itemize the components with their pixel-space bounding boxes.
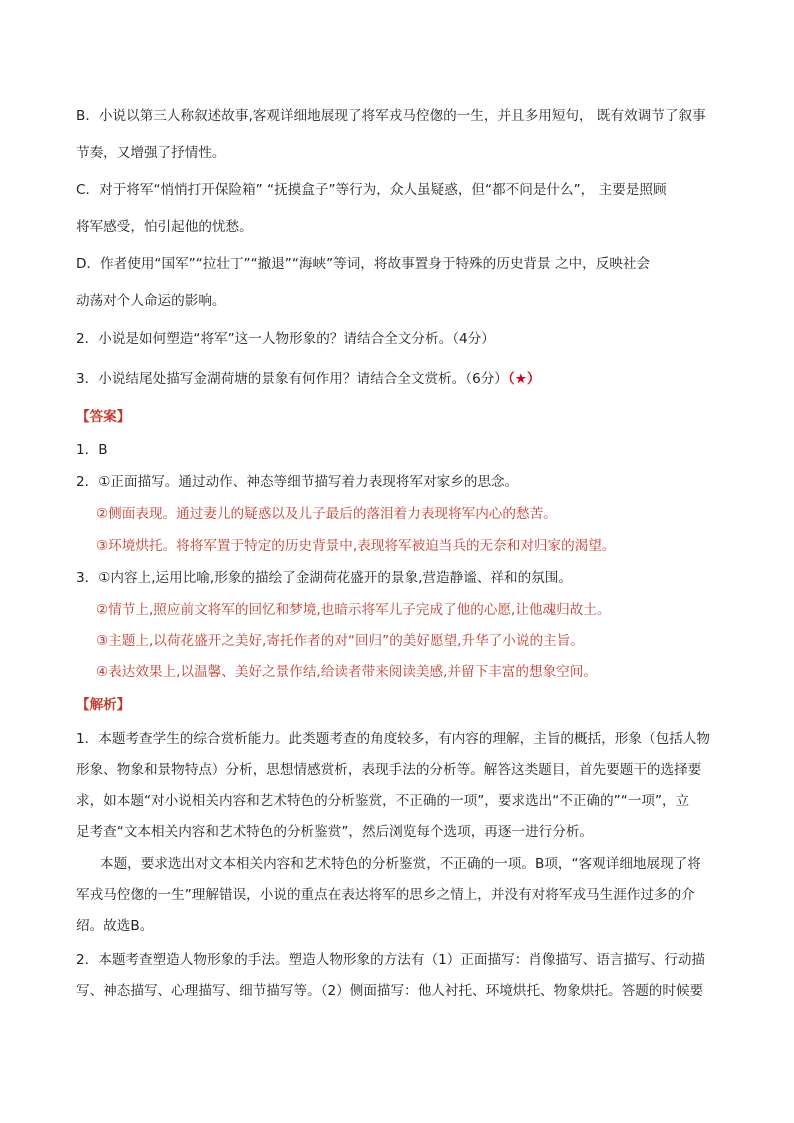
question-2: 2．小说是如何塑造“将军”这一人物形象的？请结合全文分析。（4分） (76, 331, 495, 347)
option-d-line1: D．作者使用“国军”“拉壮丁”“撤退”“海峡”等词，将故事置身于特殊的历史背景 之中，反映社会 (76, 256, 651, 272)
answer-3-item2: ②情节上,照应前文将军的回忆和梦境,也暗示将军儿子完成了他的心愿,让他魂归故土。 (96, 602, 611, 618)
answer-2-item1: 2．①正面描写。通过动作、神态等细节描写着力表现将军对家乡的思念。 (76, 474, 519, 490)
analysis-p3-line1: 2．本题考查塑造人物形象的手法。塑造人物形象的方法有（1）正面描写：肖像描写、语言描写、行动描 (76, 952, 706, 968)
answer-1: 1．B (76, 442, 108, 458)
answer-3-item3: ③主题上,以荷花盛开之美好,寄托作者的对“回归”的美好愿望,升华了小说的主旨。 (96, 633, 584, 649)
analysis-p1-line2: 形象、物象和景物特点）分析，思想情感赏析，表现手法的分析等。解答这类题目，首先要题干的选择要 (76, 762, 702, 778)
analysis-header: 【解析】 (76, 697, 131, 713)
question-3 (76, 369, 734, 389)
analysis-p2-line3: 绍。故选B。 (76, 918, 154, 934)
option-b-line2: 节奏，又增强了抒情性。 (76, 145, 226, 161)
answer-header: 【答案】 (76, 409, 131, 425)
analysis-p3-line2: 写、神态描写、心理描写、细节描写等。（2）侧面描写：他人衬托、环境烘托、物象烘托。答题的时候要 (76, 983, 704, 999)
answer-3-item1: 3．①内容上,运用比喻,形象的描绘了金湖荷花盛开的景象,营造静谧、祥和的氛围。 (76, 570, 572, 586)
analysis-p1-line1: 1．本题考查学生的综合赏析能力。此类题考查的角度较多，有内容的理解，主旨的概括，形象（包括人物 (76, 731, 710, 747)
analysis-p2-line2: 军戎马倥偬的一生”理解错误，小说的重点在表达将军的思乡之情上，并没有对将军戎马生涯作过多的介 (76, 887, 695, 903)
option-b-line1: B．小说以第三人称叙述故事,客观详细地展现了将军戎马倥偬的一生，并且多用短句， 既有效调节了叙事 (76, 108, 706, 124)
option-c-line1: C．对于将军“悄悄打开保险箱” “抚摸盒子”等行为，众人虽疑惑，但“都不问是什么”， 主要是照顾 (76, 182, 667, 198)
option-c-line2: 将军感受，怕引起他的忧愁。 (76, 219, 253, 235)
analysis-p1-line4: 足考查“文本相关内容和艺术特色的分析鉴赏”，然后浏览每个选项，再逐一进行分析。 (76, 824, 594, 840)
answer-2-item2: ②侧面表现。通过妻儿的疑惑以及儿子最后的落泪着力表现将军内心的愁苦。 (96, 506, 557, 522)
option-d-line2: 动荡对个人命运的影响。 (76, 293, 226, 309)
answer-2-item3: ③环境烘托。将将军置于特定的历史背景中,表现将军被迫当兵的无奈和对归家的渴望。 (96, 538, 616, 554)
analysis-p1-line3: 求，如本题“对小说相关内容和艺术特色的分析鉴赏，不正确的一项”，要求选出“不正确的”“一项”，立 (76, 793, 690, 809)
answer-3-item4: ④表达效果上,以温馨、美好之景作结,给读者带来阅读美感,并留下丰富的想象空间。 (96, 664, 597, 680)
difficulty-star-icon: （★） (507, 371, 541, 387)
question-3-text: 3．小说结尾处描写金湖荷塘的景象有何作用？请结合全文赏析。（6分） (76, 371, 508, 387)
analysis-p2-line1: 本题，要求选出对文本相关内容和艺术特色的分析鉴赏，不正确的一项。B项，“客观详细地展现了将 (100, 856, 701, 872)
